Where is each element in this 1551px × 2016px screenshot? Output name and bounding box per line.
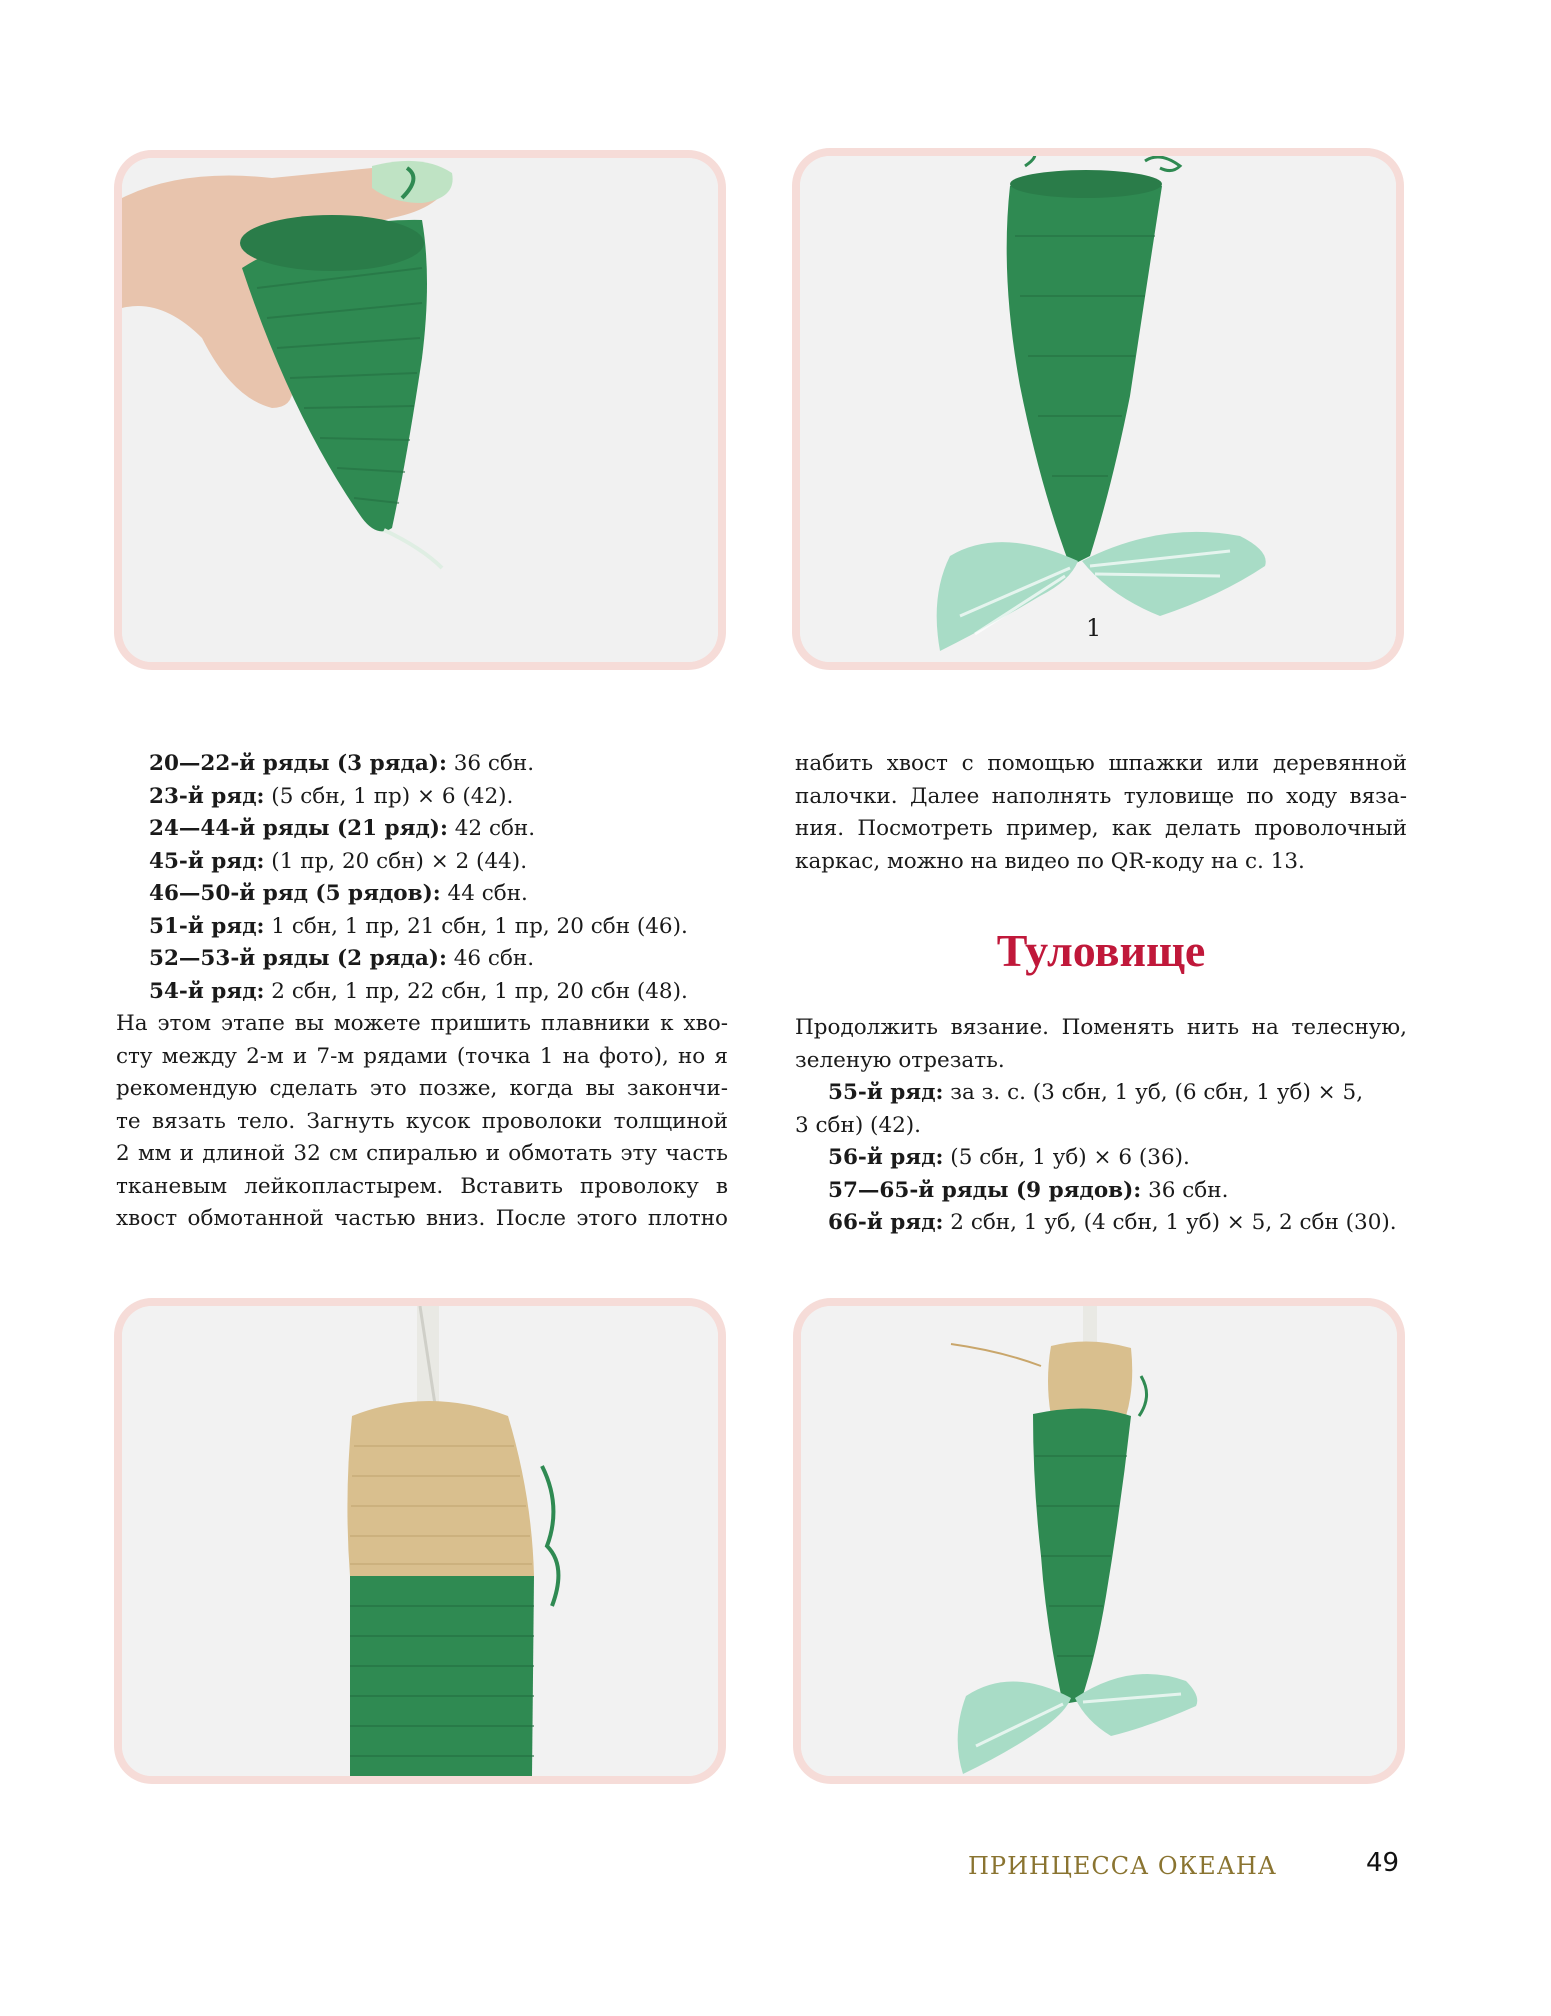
row-text: за з. с. (3 сбн, 1 уб, (6 сбн, 1 уб) × 5, [943,1080,1364,1105]
row-label: 52—53-й ряды (2 ряда): [149,946,447,971]
paragraph-line: сту между 2-м и 7-м рядами (точка 1 на фото), но я [116,1043,728,1069]
row-text: 36 сбн. [1141,1177,1229,1203]
pattern-row [116,813,728,846]
paragraph-line: зеленую отрезать. [795,1047,1005,1073]
row-text: 2 сбн, 1 пр, 22 сбн, 1 пр, 20 сбн (48). [264,978,688,1004]
pattern-row [116,976,728,1009]
body-and-tail-illustration [801,1306,1397,1776]
paragraph-line: те вязать тело. Загнуть кусок проволоки толщиной [116,1108,728,1134]
pattern-row [116,878,728,911]
section-heading: Туловище [996,925,1206,976]
row-label: 24—44-й ряды (21 ряд): [149,816,448,841]
paragraph-line: хвост обмотанной частью вниз. После этого плотно [116,1206,728,1231]
paragraph-line: набить хвост с помощью шпажки или деревянной [795,751,1407,776]
row-text: (5 сбн, 1 уб) × 6 (36). [943,1145,1190,1170]
row-text: 1 сбн, 1 пр, 21 сбн, 1 пр, 20 сбн (46). [264,913,688,939]
pattern-row [795,1077,1407,1110]
text-column-left [116,748,728,1236]
pattern-row [116,911,728,944]
pattern-row [795,1142,1407,1175]
row-label: 46—50-й ряд (5 рядов): [149,881,441,906]
row-label: 57—65-й ряды (9 рядов): [828,1177,1142,1203]
paragraph-line: рекомендую сделать это позже, когда вы закончи- [116,1076,728,1101]
row-label: 66-й ряд: [828,1210,944,1235]
paragraph-line: каркас, можно на видео по QR-коду на с. 13. [795,848,1305,874]
photo-tail-with-fins [792,148,1404,670]
pattern-row [795,1207,1407,1240]
row-text: (1 пр, 20 сбн) × 2 (44). [264,848,528,874]
instructions-paragraph [116,1008,728,1236]
paragraph-line: ния. Посмотреть пример, как делать проволочный [795,816,1407,841]
photo-point-label: 1 [1086,614,1102,642]
row-text: 46 сбн. [446,946,535,971]
row-text: 36 сбн. [446,751,535,776]
pattern-row [795,1175,1407,1208]
paragraph-line: На этом этапе вы можете пришить плавники к хво- [116,1011,728,1036]
instructions-paragraph-continued [795,748,1407,878]
row-text: 2 сбн, 1 уб, (4 сбн, 1 уб) × 5, 2 сбн (30). [943,1210,1397,1235]
running-footer-title: ПРИНЦЕССА ОКЕАНА [968,1852,1277,1880]
pattern-row-continuation: 3 сбн) (42). [795,1112,922,1138]
row-label: 45-й ряд: [149,848,265,874]
text-column-right [795,748,1407,1240]
page-number: 49 [1366,1848,1400,1878]
tail-cone-illustration [122,158,718,662]
pattern-row [116,943,728,976]
body-closeup-illustration [122,1306,718,1776]
paragraph-line: тканевым лейкопластырем. Вставить проволоку в [116,1173,728,1199]
photo-body-and-tail [793,1298,1405,1784]
photo-body-closeup [114,1298,726,1784]
row-label: 54-й ряд: [149,978,265,1004]
row-label: 51-й ряд: [149,913,265,939]
paragraph-line: Продолжить вязание. Поменять нить на телесную, [795,1015,1407,1040]
paragraph-line: 2 мм и длиной 32 см спиралью и обмотать эту часть [116,1141,728,1166]
section-intro [795,1012,1407,1077]
row-label: 23-й ряд: [149,783,265,809]
tail-with-fins-illustration [800,156,1396,662]
row-text: 44 сбн. [440,881,528,906]
paragraph-line: палочки. Далее наполнять туловище по ходу вяза- [795,783,1407,809]
pattern-row [116,781,728,814]
pattern-row [116,846,728,879]
row-label: 20—22-й ряды (3 ряда): [149,751,447,776]
row-label: 55-й ряд: [828,1080,944,1105]
pattern-row [116,748,728,781]
row-text: 42 сбн. [447,816,536,841]
row-text: (5 сбн, 1 пр) × 6 (42). [264,783,514,809]
row-label: 56-й ряд: [828,1145,944,1170]
photo-tail-cone [114,150,726,670]
